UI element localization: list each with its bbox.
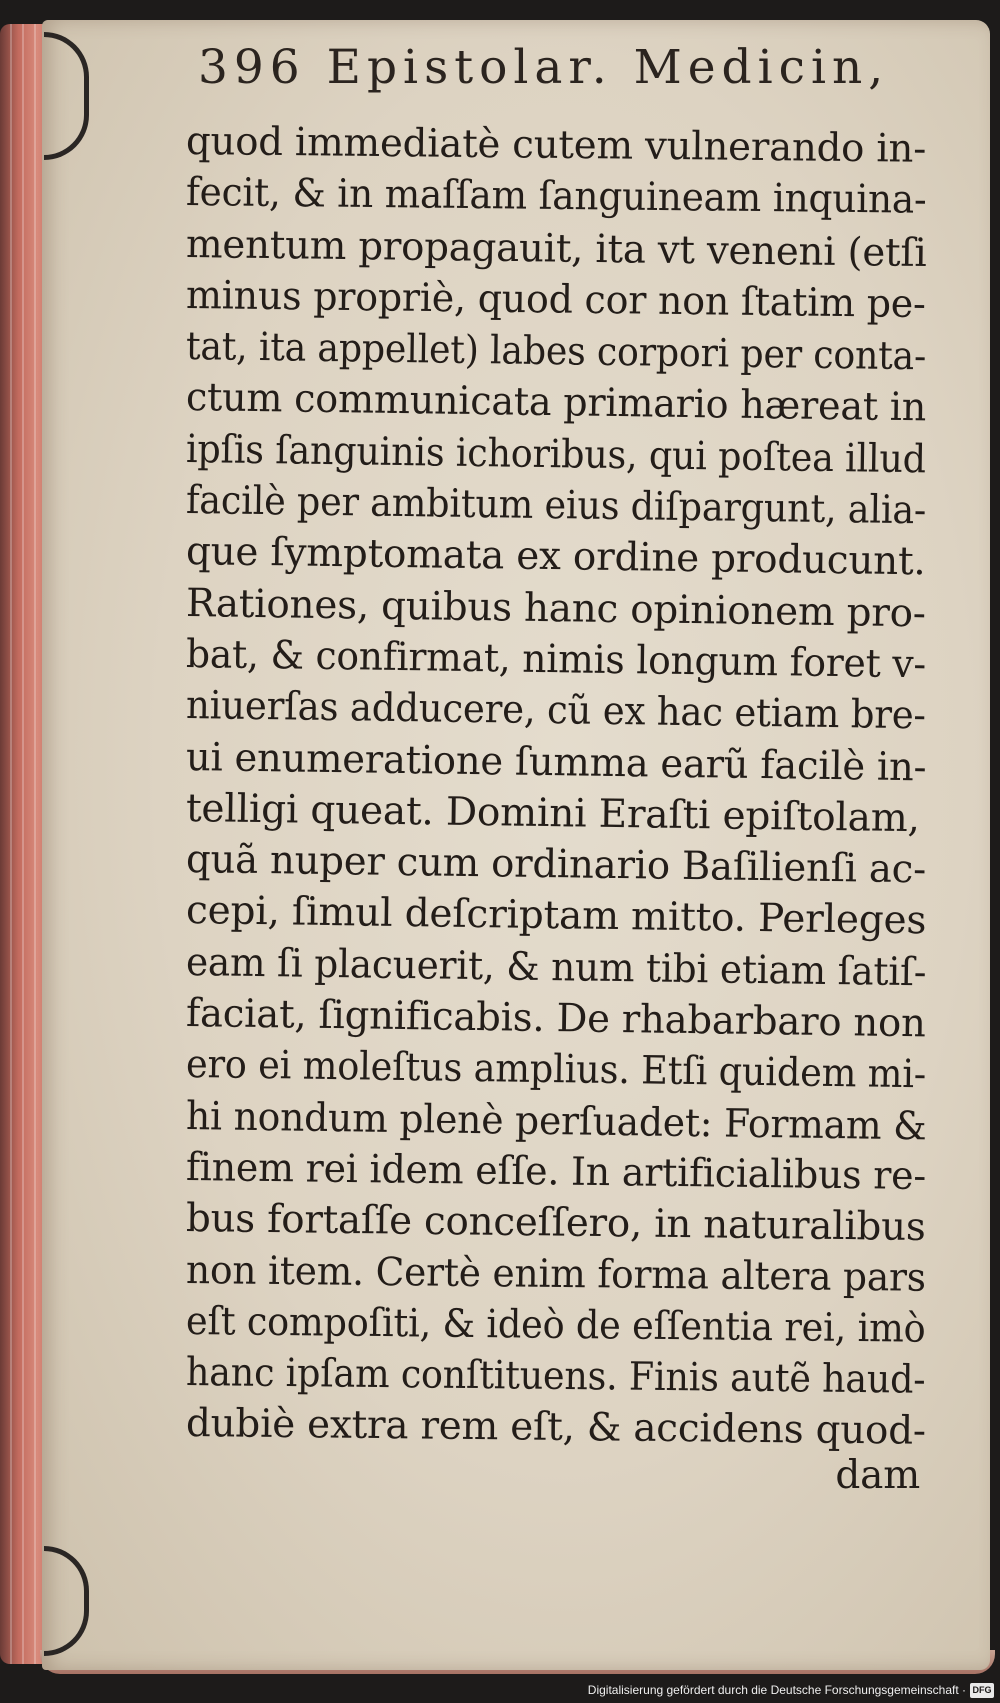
text-line: dubiè extra rem eſt, & accidens quod- (185, 1401, 927, 1455)
digitization-footer (0, 1680, 1000, 1703)
text-line: ctum communicata primario hæreat in (185, 375, 927, 431)
text-line: que ſymptomata ex ordine producunt. (185, 529, 926, 585)
text-line: finem rei idem eſſe. In artificialibus re- (185, 1144, 927, 1199)
dfg-logo: DFG (970, 1683, 994, 1698)
text-line: bus fortaſſe conceſſero, in naturalibus (185, 1196, 926, 1251)
text-line: mentum propagauit, ita vt veneni (etſi (185, 221, 927, 276)
text-line: hanc ipſam conſtituens. Finis autẽ haud- (185, 1350, 926, 1403)
text-line: ero ei moleſtus amplius. Etſi quidem mi- (185, 1042, 927, 1098)
text-line: eſt compoſiti, & ideò de eſſentia rei, imò (185, 1298, 926, 1352)
text-line: minus propriè, quod cor non ſtatim pe- (185, 272, 926, 327)
text-line: fecit, & in maſſam ſanguineam inquina- (185, 170, 927, 224)
body-text (186, 116, 926, 1501)
text-line: hi nondum plenè perſuadet: Formam & (185, 1093, 927, 1149)
text-line: bat, & confirmat, nimis longum foret v- (185, 631, 927, 688)
text-line: ui enumeratione ſumma earũ facilè in- (185, 734, 927, 790)
text-line: cepi, ſimul deſcriptam mitto. Perleges (185, 888, 927, 944)
running-head: 396 Epistolar. Medicin, (198, 40, 890, 95)
text-line: eam ſi placuerit, & num tibi etiam ſatiſ- (185, 939, 927, 996)
text-line: non item. Certè enim forma altera pars (185, 1247, 927, 1301)
text-line: telligi queat. Domini Eraſti epiſtolam, (185, 785, 921, 842)
funding-credit: Digitalisierung gefördert durch die Deutsche Forschungsgemeinschaft · (587, 1683, 966, 1697)
text-line: quod immediatè cutem vulnerando in- (185, 119, 927, 172)
text-line: quã nuper cum ordinario Baſilienſi ac- (185, 837, 927, 893)
text-line: tat, ita appellet) labes corpori per conta- (185, 324, 927, 380)
text-line: Rationes, quibus hanc opinionem pro- (185, 580, 927, 636)
catchword: dam (835, 1452, 920, 1498)
text-line: ipſis ſanguinis ichoribus, qui poſtea illud (185, 426, 927, 483)
text-line: niuerſas adducere, cũ ex hac etiam bre- (185, 683, 927, 739)
text-line: faciat, ſignificabis. De rhabarbaro non (185, 991, 926, 1047)
text-line: facilè per ambitum eius diſpargunt, alia- (185, 478, 927, 534)
